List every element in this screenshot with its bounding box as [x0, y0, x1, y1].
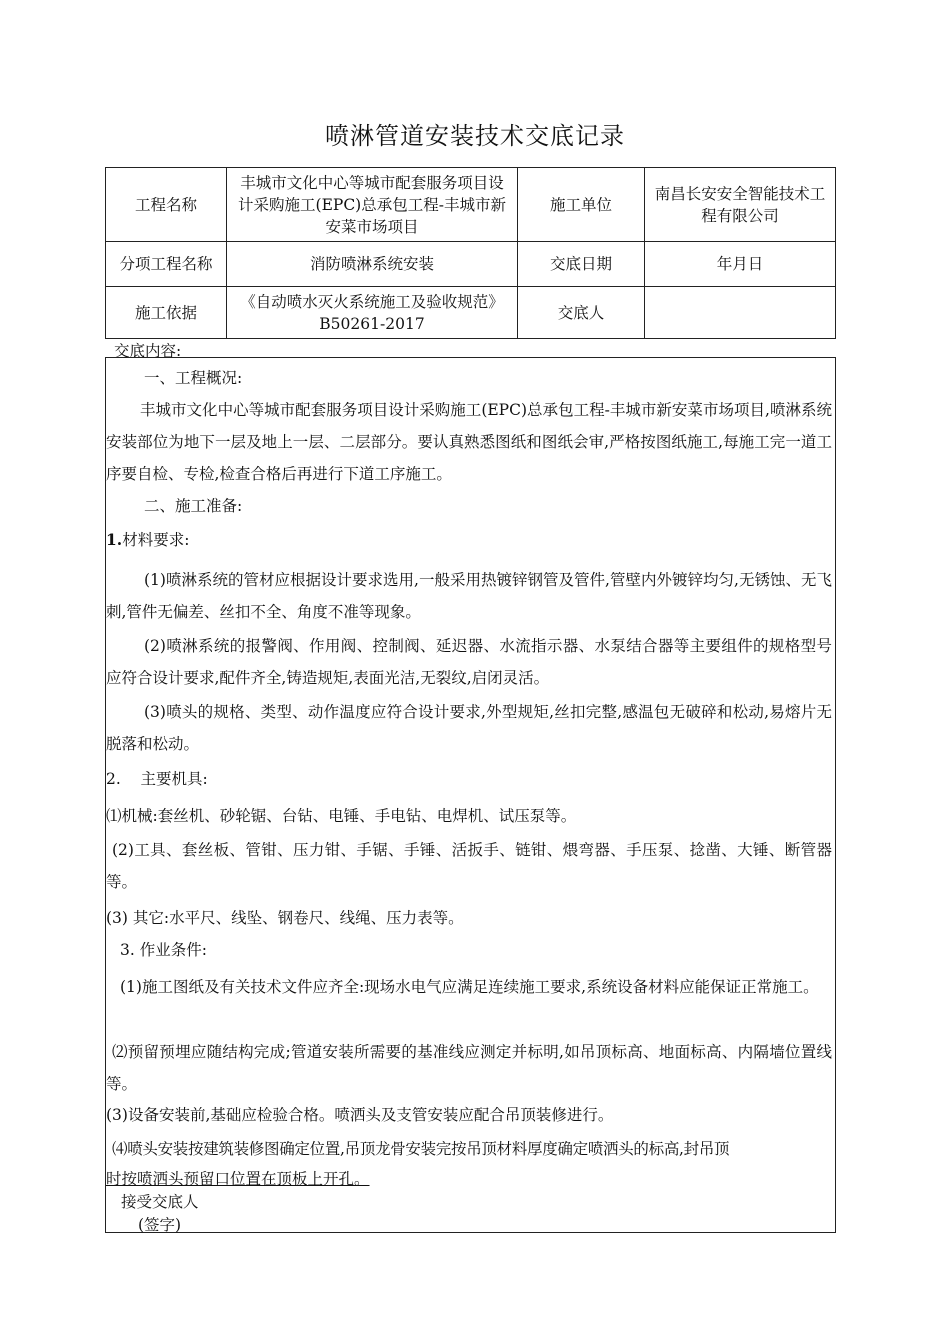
tools-item-2: (2)工具、套丝板、管钳、压力钳、手锯、手锤、活扳手、链钳、煨弯器、手压泵、捻凿、大锤、断管器等。	[106, 841, 832, 891]
basis-label: 施工依据	[106, 287, 227, 339]
materials-heading	[106, 524, 832, 556]
section1-text: 丰城市文化中心等城市配套服务项目设计采购施工(EPC)总承包工程-丰城市新安菜市场项目,喷淋系统安装部位为地下一层及地上一层、二层部分。要认真熟悉图纸和图纸会审,严格按图纸施工,每施工完一道工序要自检、专检,检查合格后再进行下道工序施工。	[106, 401, 832, 483]
tools-item-3: (3) 其它:水平尺、线坠、钢卷尺、线绳、压力表等。	[106, 909, 464, 927]
discloser-label: 交底人	[518, 287, 645, 339]
project-name: 丰城市文化中心等城市配套服务项目设计采购施工(EPC)总承包工程-丰城市新安菜市场项目	[227, 168, 518, 242]
info-table	[105, 167, 836, 339]
date-label: 交底日期	[518, 242, 645, 287]
work-item-2: ⑵预留预埋应随结构完成;管道安装所需要的基准线应测定并标明,如吊顶标高、地面标高、内隔墙位置线等。	[106, 1043, 832, 1093]
work-item-1: (1)施工图纸及有关技术文件应齐全:现场水电气应满足连续施工要求,系统设备材料应能保证正常施工。	[120, 978, 819, 996]
work-item-4-continued: 时按喷洒头预留口位置在顶板上开孔。	[106, 1170, 370, 1188]
materials-number: 1.	[106, 530, 123, 549]
contractor: 南昌长安安全智能技术工程有限公司	[645, 168, 836, 242]
sub-project-label: 分项工程名称	[106, 242, 227, 287]
sub-project: 消防喷淋系统安装	[227, 242, 518, 287]
section2-heading: 二、施工准备:	[144, 497, 243, 515]
signature-box	[105, 1187, 836, 1233]
signature-note: (签字)	[138, 1216, 182, 1234]
materials-heading-text: 材料要求:	[122, 531, 190, 549]
document-title: 喷淋管道安装技术交底记录	[325, 122, 625, 150]
work-item-3: (3)设备安装前,基础应检验合格。喷洒头及支管安装应配合吊顶装修进行。	[106, 1106, 614, 1124]
discloser	[645, 287, 836, 339]
material-item-2: (2)喷淋系统的报警阀、作用阀、控制阀、延迟器、水流指示器、水泵结合器等主要组件的规格型号应符合设计要求,配件齐全,铸造规矩,表面光洁,无裂纹,启闭灵活。	[106, 637, 832, 687]
work-conditions-heading: 3. 作业条件:	[120, 941, 207, 959]
basis: 《自动喷水灭火系统施工及验收规范》B50261-2017	[227, 287, 518, 339]
contractor-label: 施工单位	[518, 168, 645, 242]
material-item-3: (3)喷头的规格、类型、动作温度应符合设计要求,外型规矩,丝扣完整,感温包无破碎和松动,易熔片无脱落和松动。	[106, 703, 832, 753]
receiver-label: 接受交底人	[121, 1193, 199, 1211]
date-value: 年月日	[645, 242, 836, 287]
tools-item-1: ⑴机械:套丝机、砂轮锯、台钻、电锤、手电钻、电焊机、试压泵等。	[106, 807, 577, 825]
material-item-1: (1)喷淋系统的管材应根据设计要求选用,一般采用热镀锌钢管及管件,管壁内外镀锌均匀,无锈蚀、无飞刺,管件无偏差、丝扣不全、角度不准等现象。	[106, 571, 832, 621]
work-item-4: ⑷喷头安装按建筑装修图确定位置,吊顶龙骨安装完按吊顶材料厚度确定喷洒头的标高,封吊顶	[112, 1140, 730, 1158]
project-name-label: 工程名称	[106, 168, 227, 242]
tools-heading: 2. 主要机具:	[106, 770, 208, 788]
section1-heading: 一、工程概况:	[144, 369, 243, 387]
content-label: 交底内容:	[114, 342, 182, 360]
